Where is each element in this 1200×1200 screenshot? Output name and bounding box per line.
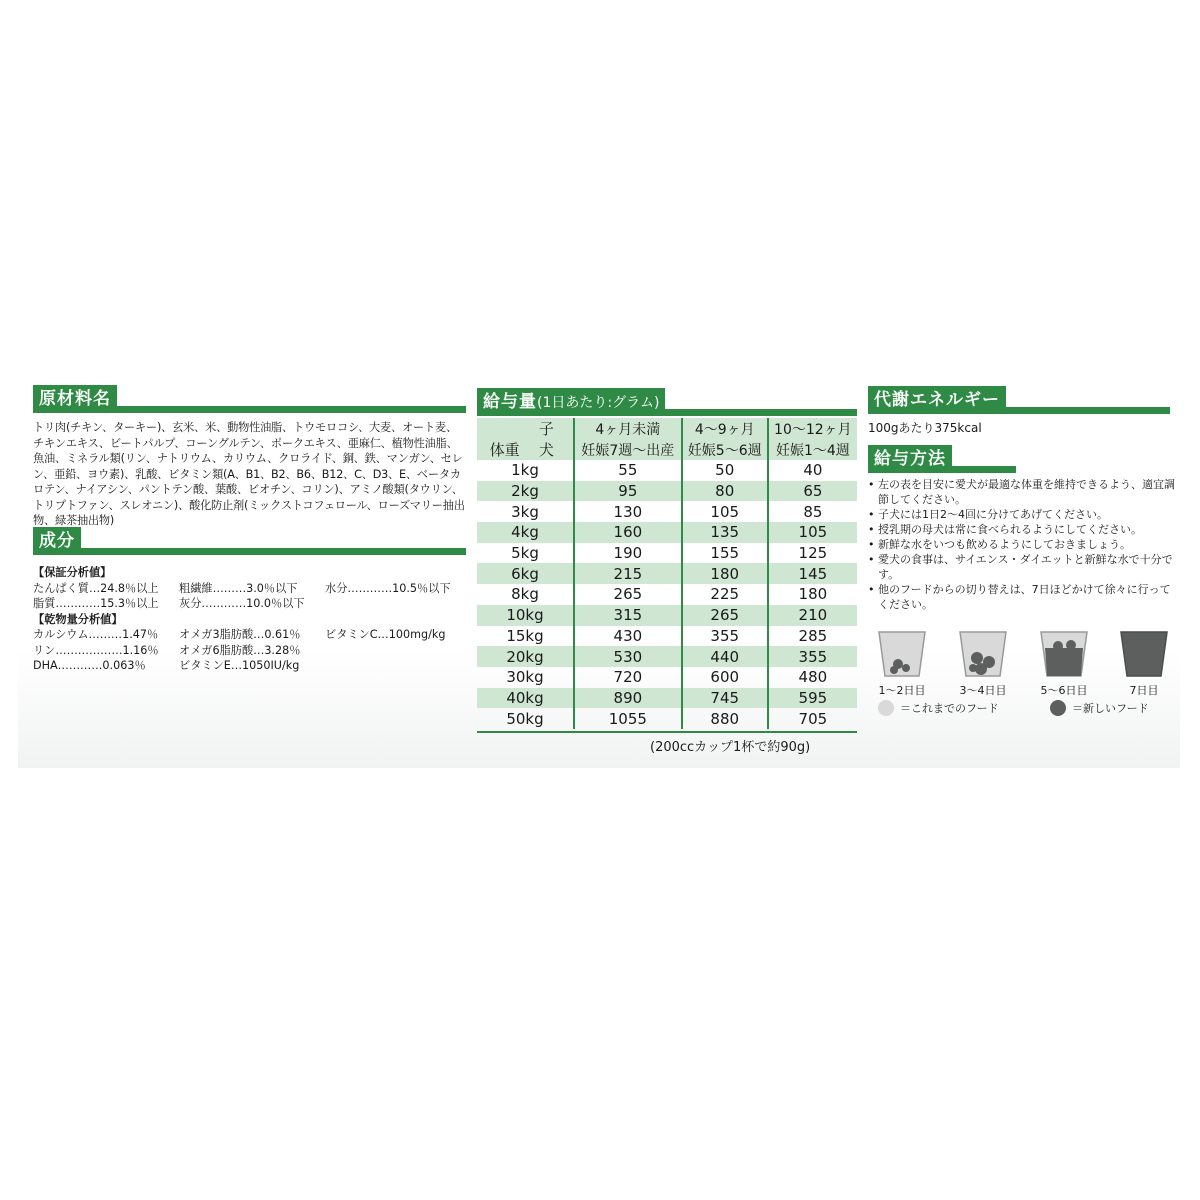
amount-cell: 880 bbox=[682, 708, 768, 729]
column-header-puppy: 4〜9ヶ月 bbox=[682, 418, 768, 439]
amount-cell: 180 bbox=[682, 563, 768, 584]
amount-cell: 190 bbox=[574, 543, 682, 564]
new-food-swatch bbox=[1050, 700, 1066, 716]
amount-cell: 55 bbox=[574, 460, 682, 481]
amount-cell: 355 bbox=[682, 626, 768, 647]
old-food-swatch bbox=[878, 700, 894, 716]
table-row bbox=[477, 460, 857, 481]
amount-cell: 215 bbox=[574, 563, 682, 584]
cup-label: 1〜2日目 bbox=[878, 684, 926, 697]
energy-heading: 代謝エネルギー bbox=[868, 386, 1006, 414]
column-header-mother: 妊娠5〜6週 bbox=[682, 439, 768, 460]
weight-cell: 5kg bbox=[477, 543, 574, 564]
amount-cell: 265 bbox=[682, 605, 768, 626]
energy-value: 100gあたり375kcal bbox=[868, 421, 982, 435]
amount-cell: 720 bbox=[574, 667, 682, 688]
table-row bbox=[477, 481, 857, 502]
amount-cell: 430 bbox=[574, 626, 682, 647]
weight-cell: 2kg bbox=[477, 481, 574, 502]
legend-old-food: ＝これまでのフード bbox=[878, 700, 999, 716]
amount-cell: 80 bbox=[682, 481, 768, 502]
amount-cell: 285 bbox=[798, 626, 828, 645]
table-row bbox=[477, 584, 857, 605]
guaranteed-analysis-title: 【保証分析値】 bbox=[33, 566, 112, 579]
dry-matter-row: DHA…………0.063％ ビタミンE…1050IU/kg bbox=[33, 659, 300, 672]
amount-cell: 40 bbox=[803, 461, 823, 480]
cup-label: 5〜6日目 bbox=[1040, 684, 1088, 697]
legend-new-food: ＝新しいフード bbox=[1050, 700, 1149, 716]
amount-cell: 600 bbox=[682, 667, 768, 688]
column-header-mother: 妊娠1〜4週 bbox=[768, 439, 857, 460]
table-row bbox=[477, 501, 857, 522]
guaranteed-row: たんぱく質…24.8％以上 粗繊維………3.0％以下 水分…………10.5％以下 bbox=[33, 581, 451, 595]
method-header bbox=[868, 449, 1016, 473]
amount-cell: 315 bbox=[574, 605, 682, 626]
composition-analysis bbox=[33, 565, 466, 674]
dry-matter-row: リン………………1.16％ オメガ6脂肪酸…3.28％ bbox=[33, 643, 301, 657]
ingredients-text: トリ肉(チキン、ターキー)、玄米、米、動物性油脂、トウモロコシ、大麦、オート麦、チキンエキス、ビートパルプ、コーングルテン、ポークエキス、亜麻仁、植物性油脂、魚油、ミネラル類(リン、ナトリウム、カリウム、クロライド、銅、鉄、マンガン、セレン、亜鉛、ヨウ素)、乳酸、ビタミン類(A、B1、B2、B6、B12、C、D3、E、ベータカロテン、ナイアシン、パントテン酸、葉酸、ビオチン、コリン)、アミノ酸類(タウリン、トリプトファン、スレオニン)、酸化防止剤(ミックストコフェロール、ローズマリー抽出物、緑茶抽出物) bbox=[33, 421, 465, 527]
table-row bbox=[477, 646, 857, 667]
composition-header bbox=[33, 531, 466, 555]
amount-cell: 135 bbox=[682, 522, 768, 543]
weight-cell: 6kg bbox=[477, 563, 574, 584]
header-row-puppy bbox=[477, 418, 857, 439]
table-bottom-rule bbox=[477, 731, 857, 733]
table-row bbox=[477, 708, 857, 729]
amount-cell: 225 bbox=[682, 584, 768, 605]
amount-cell: 595 bbox=[768, 688, 857, 709]
amount-cell: 530 bbox=[574, 646, 682, 667]
method-list bbox=[868, 477, 1178, 612]
energy-header bbox=[868, 390, 1170, 414]
amount-cell: 745 bbox=[682, 688, 768, 709]
feeding-table-body bbox=[477, 460, 857, 729]
weight-cell: 30kg bbox=[477, 667, 574, 688]
amount-cell: 50 bbox=[682, 460, 768, 481]
method-item: • 愛犬の食事は、サイエンス・ダイエットと新鮮な水で十分です。 bbox=[868, 552, 1178, 582]
column-header-puppy: 10〜12ヶ月 bbox=[768, 418, 857, 439]
ingredients-header bbox=[33, 389, 466, 413]
table-row bbox=[477, 605, 857, 626]
weight-cell: 8kg bbox=[477, 584, 574, 605]
column-header-puppy: 4ヶ月未満 bbox=[574, 418, 682, 439]
ingredients-heading: 原材料名 bbox=[33, 385, 117, 413]
cup-icon bbox=[876, 628, 928, 680]
method-item: • 新鮮な水をいつも飲めるようにしておきましょう。 bbox=[868, 537, 1178, 552]
amount-cell: 355 bbox=[768, 646, 857, 667]
amount-cell: 105 bbox=[768, 522, 857, 543]
weight-cell: 50kg bbox=[477, 708, 574, 729]
feeding-table bbox=[477, 418, 857, 729]
method-item: • 授乳期の母犬は常に食べられるようにしてください。 bbox=[868, 522, 1178, 537]
amount-cell: 85 bbox=[803, 502, 823, 521]
table-row bbox=[477, 667, 857, 688]
amount-cell: 265 bbox=[574, 584, 682, 605]
column-header-mother: 妊娠7週〜出産 bbox=[574, 439, 682, 460]
method-item: • 左の表を目安に愛犬が最適な体重を維持できるよう、適宜調節してください。 bbox=[868, 477, 1178, 507]
weight-cell: 4kg bbox=[477, 522, 574, 543]
method-item: • 子犬には1日2〜4回に分けてあげてください。 bbox=[868, 507, 1178, 522]
weight-cell: 20kg bbox=[477, 646, 574, 667]
feeding-heading: 給与量(1日あたり:グラム) bbox=[477, 388, 665, 416]
amount-cell: 65 bbox=[768, 481, 857, 502]
amount-cell: 480 bbox=[798, 668, 828, 687]
cup-note: (200ccカップ1杯で約90g) bbox=[650, 740, 811, 755]
cup-icon bbox=[1118, 628, 1170, 680]
cup-icon bbox=[1038, 628, 1090, 680]
table-row bbox=[477, 522, 857, 543]
cup-label: 7日目 bbox=[1129, 684, 1159, 697]
amount-cell: 145 bbox=[768, 563, 857, 584]
cup-day3-4 bbox=[953, 628, 1013, 698]
guaranteed-row: 脂質…………15.3％以上 灰分…………10.0％以下 bbox=[33, 597, 305, 610]
amount-cell: 130 bbox=[574, 501, 682, 522]
amount-cell: 180 bbox=[798, 585, 828, 604]
weight-cell: 3kg bbox=[477, 501, 574, 522]
weight-cell: 15kg bbox=[477, 626, 574, 647]
weight-cell: 10kg bbox=[477, 605, 574, 626]
method-item: • 他のフードからの切り替えは、7日ほどかけて徐々に行ってください。 bbox=[868, 582, 1178, 612]
table-row bbox=[477, 626, 857, 647]
composition-heading: 成分 bbox=[33, 527, 81, 555]
weight-cell: 40kg bbox=[477, 688, 574, 709]
method-heading: 給与方法 bbox=[868, 445, 952, 473]
amount-cell: 440 bbox=[682, 646, 768, 667]
dry-matter-analysis-title: 【乾物量分析値】 bbox=[33, 612, 123, 626]
cup-label: 3〜4日目 bbox=[959, 684, 1007, 697]
weight-cell: 1kg bbox=[477, 460, 574, 481]
dry-matter-row: カルシウム………1.47％ オメガ3脂肪酸…0.61％ ビタミンC…100mg/kg bbox=[33, 628, 446, 641]
cup-day7 bbox=[1114, 628, 1174, 698]
amount-cell: 125 bbox=[798, 544, 828, 563]
weight-header: 体重 子犬 bbox=[477, 418, 574, 460]
amount-cell: 160 bbox=[574, 522, 682, 543]
table-row bbox=[477, 563, 857, 584]
feeding-header bbox=[477, 392, 857, 416]
cup-day5-6 bbox=[1034, 628, 1094, 698]
table-row bbox=[477, 688, 857, 709]
cup-day1-2 bbox=[872, 628, 932, 698]
amount-cell: 210 bbox=[768, 605, 857, 626]
cup-icon bbox=[957, 628, 1009, 680]
amount-cell: 890 bbox=[574, 688, 682, 709]
amount-cell: 105 bbox=[682, 501, 768, 522]
amount-cell: 705 bbox=[798, 709, 828, 728]
table-row bbox=[477, 543, 857, 564]
amount-cell: 1055 bbox=[574, 708, 682, 729]
amount-cell: 155 bbox=[682, 543, 768, 564]
amount-cell: 95 bbox=[574, 481, 682, 502]
